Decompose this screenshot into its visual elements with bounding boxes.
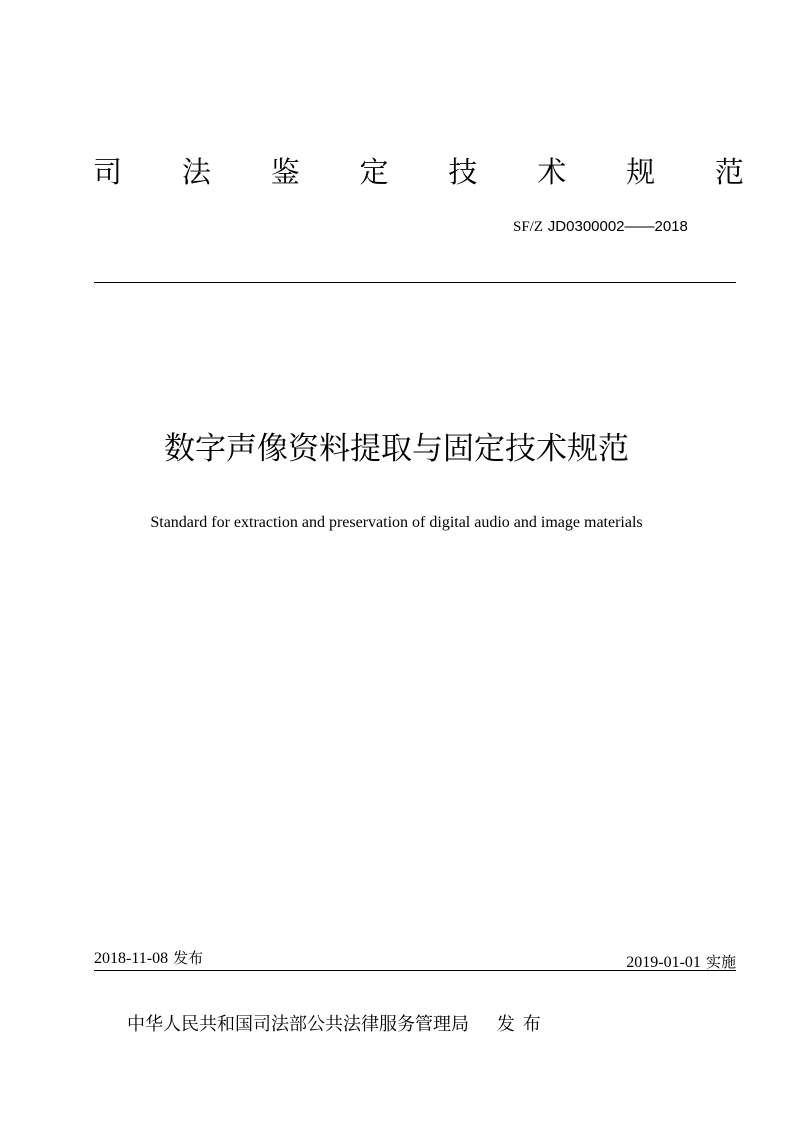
- document-title-chinese: 数字声像资料提取与固定技术规范: [164, 431, 629, 467]
- category-char: 鉴: [270, 155, 300, 189]
- bottom-divider: [94, 970, 736, 971]
- category-char: 司: [93, 155, 123, 189]
- standard-code: [513, 214, 688, 239]
- category-char: 技: [448, 155, 478, 189]
- publisher-action: 发布: [496, 1014, 549, 1035]
- category-char: 术: [537, 155, 567, 189]
- standard-code-number: JD0300002——2018: [547, 218, 688, 235]
- issue-date: [94, 946, 203, 971]
- category-char: 范: [714, 155, 744, 189]
- publisher-name: 中华人民共和国司法部公共法律服务管理局: [127, 1014, 469, 1035]
- issue-date-value: 2018-11-08: [94, 950, 169, 967]
- publisher-line: [127, 1011, 549, 1039]
- issue-date-label: 发布: [173, 949, 204, 967]
- category-char: 规: [626, 155, 656, 189]
- implementation-date: [626, 950, 736, 975]
- document-category-title: [93, 151, 744, 193]
- standard-code-prefix: SF/Z: [513, 219, 544, 235]
- top-divider: [94, 282, 736, 283]
- implementation-date-value: 2019-01-01: [626, 954, 701, 971]
- document-title-english: Standard for extraction and preservation of digital audio and image materials: [150, 514, 643, 531]
- implementation-date-label: 实施: [705, 953, 736, 971]
- category-char: 定: [359, 155, 389, 189]
- category-char: 法: [181, 155, 211, 189]
